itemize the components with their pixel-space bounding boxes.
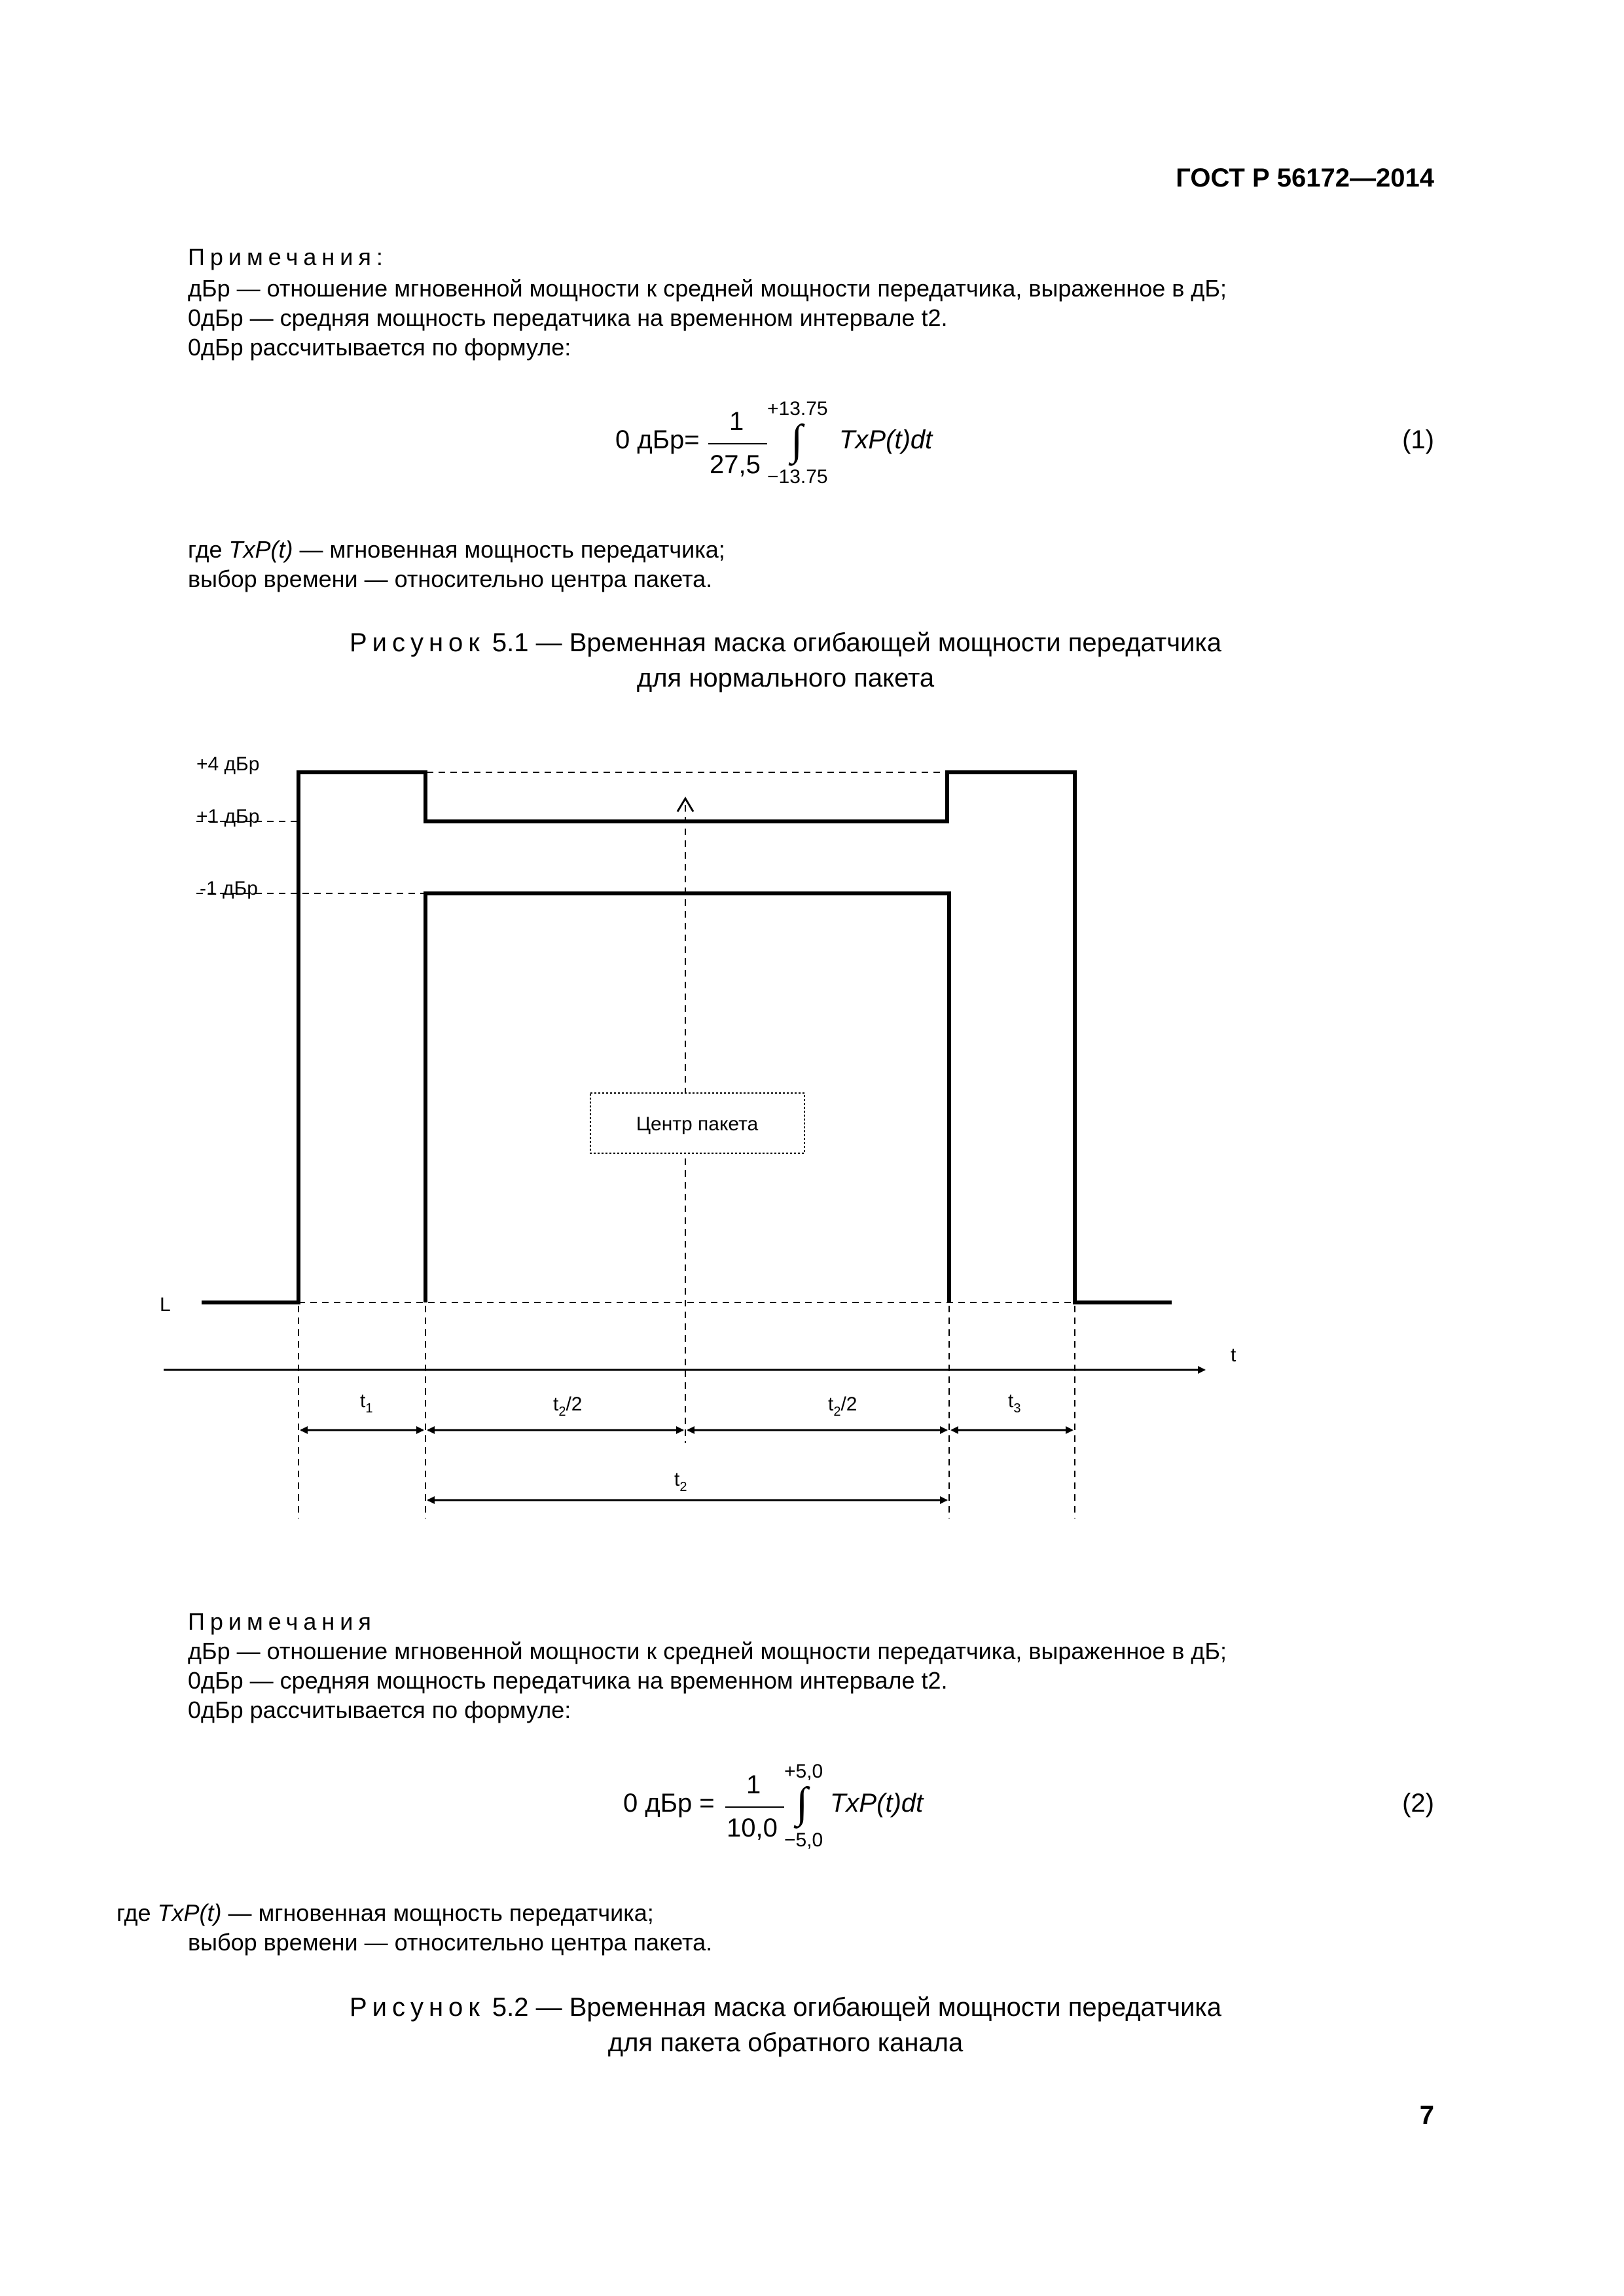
- integral-lower-limit: −5,0: [784, 1829, 823, 1851]
- upper-mask-line: [202, 772, 1172, 1302]
- where-description: — мгновенная мощность передатчика;: [221, 1899, 654, 1926]
- integral-lower-limit: −13.75: [767, 466, 828, 488]
- formula-lhs: 0 дБр=: [615, 425, 700, 454]
- where-line-2: выбор времени — относительно центра пакета.: [188, 565, 713, 592]
- where-line: [117, 1898, 654, 1928]
- note-line: дБр — отношение мгновенной мощности к средней мощности передатчика, выраженное в дБ;: [188, 275, 1227, 302]
- formula-denominator: 10,0: [727, 1814, 778, 1842]
- integrand: [830, 1789, 923, 1818]
- interval-label-t2-half-left: [553, 1393, 583, 1419]
- figure-caption-line-2: для нормального пакета: [636, 664, 935, 692]
- t3-main: t: [1008, 1390, 1014, 1412]
- t2-half-left-tail: /2: [566, 1393, 583, 1415]
- formula-denominator: 27,5: [710, 450, 761, 479]
- note-line: 0дБр рассчитывается по формуле:: [188, 1696, 571, 1723]
- integral-sign: ∫: [796, 1779, 808, 1827]
- document-header: ГОСТ Р 56172—2014: [1176, 164, 1434, 192]
- t2-half-left-subscript: 2: [558, 1405, 566, 1419]
- figure-title: 5.1 — Временная маска огибающей мощности передатчика: [484, 628, 1222, 657]
- where-prefix: где: [117, 1899, 158, 1926]
- t1-subscript: 1: [365, 1401, 373, 1416]
- interval-label-t2: [674, 1469, 687, 1494]
- figure-label: Рисунок: [349, 1993, 485, 2022]
- note-title: Примечания:: [188, 243, 388, 270]
- fraction-line: [725, 1806, 784, 1808]
- note-line: дБр — отношение мгновенной мощности к средней мощности передатчика, выраженное в дБ;: [188, 1638, 1227, 1664]
- page-number: 7: [1419, 2101, 1434, 2130]
- interval-label-t1: [360, 1390, 372, 1416]
- t2-half-left-main: t: [553, 1393, 559, 1415]
- integral-upper-limit: +13.75: [767, 398, 828, 420]
- where-description: — мгновенная мощность передатчика;: [293, 536, 725, 563]
- formula-numerator: 1: [729, 407, 744, 436]
- integral-upper-limit: +5,0: [784, 1761, 823, 1782]
- figure-label: Рисунок: [349, 628, 485, 657]
- level-label-low: L: [160, 1294, 171, 1316]
- t2-half-right-tail: /2: [840, 1393, 857, 1415]
- level-label-minus1: -1 дБр: [200, 878, 258, 899]
- interval-label-t2-half-right: [828, 1393, 857, 1419]
- where-prefix: где: [188, 536, 229, 563]
- formula-numerator: 1: [746, 1770, 761, 1799]
- figure-caption-line-2: для пакета обратного канала: [607, 2028, 964, 2057]
- formula-lhs: 0 дБр =: [623, 1789, 715, 1818]
- t1-main: t: [360, 1390, 366, 1412]
- integral-sign: ∫: [791, 416, 803, 464]
- level-label-plus4: +4 дБр: [196, 753, 260, 775]
- integrand-variable: t: [885, 1789, 893, 1818]
- where-variable: TxP(t): [157, 1899, 222, 1926]
- equation-number: (1): [1402, 425, 1434, 454]
- integrand-suffix: )dt: [901, 425, 933, 454]
- figure-title: 5.2 — Временная маска огибающей мощности передатчика: [484, 1993, 1222, 2022]
- note-line: 0дБр — средняя мощность передатчика на временном интервале t2.: [188, 304, 948, 331]
- note-line: 0дБр — средняя мощность передатчика на временном интервале t2.: [188, 1667, 948, 1694]
- integrand-suffix: )dt: [892, 1789, 924, 1818]
- figure-caption: [0, 1990, 1571, 2025]
- note-line: 0дБр рассчитывается по формуле:: [188, 334, 571, 361]
- interval-label-t3: [1008, 1390, 1020, 1416]
- center-box-label: Центр пакета: [636, 1113, 759, 1135]
- integrand-prefix: TxP(: [839, 425, 895, 454]
- t3-subscript: 3: [1013, 1401, 1021, 1416]
- t2-subscript: 2: [679, 1480, 687, 1494]
- integrand-prefix: TxP(: [830, 1789, 886, 1818]
- time-axis-label: t: [1231, 1344, 1236, 1366]
- integrand-variable: t: [894, 425, 902, 454]
- level-label-plus1: +1 дБр: [196, 806, 260, 827]
- where-line-2: выбор времени — относительно центра пакета.: [188, 1929, 713, 1956]
- t2-main: t: [674, 1469, 680, 1490]
- equation-number: (2): [1402, 1789, 1434, 1818]
- where-variable: TxP(t): [228, 536, 293, 563]
- t2-half-right-main: t: [828, 1393, 834, 1415]
- note-title: Примечания: [188, 1608, 376, 1635]
- t2-half-right-subscript: 2: [833, 1405, 841, 1419]
